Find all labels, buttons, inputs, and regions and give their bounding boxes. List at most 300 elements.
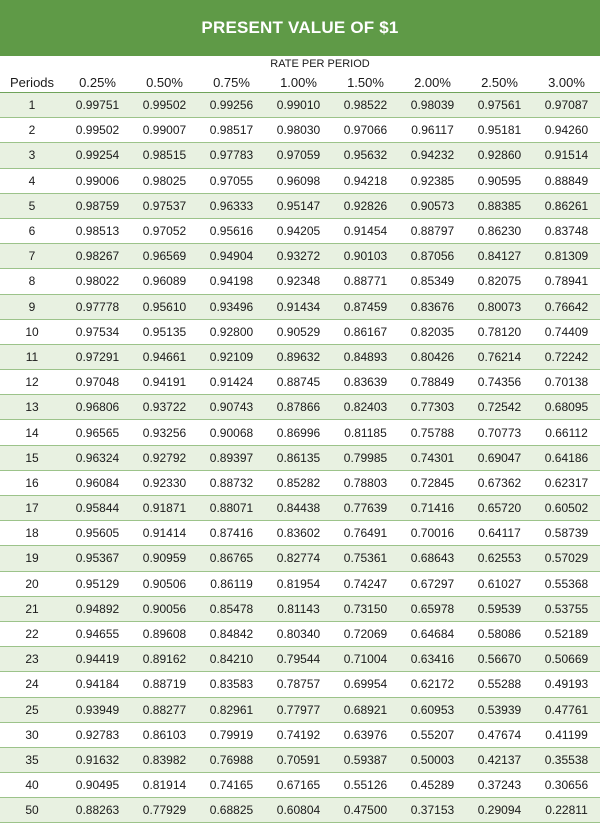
value-cell: 0.60804	[265, 798, 332, 823]
value-cell: 0.47500	[332, 798, 399, 823]
value-cell: 0.95129	[64, 571, 131, 596]
value-cell: 0.74301	[399, 445, 466, 470]
value-cell: 0.61027	[466, 571, 533, 596]
value-cell: 0.91414	[131, 521, 198, 546]
value-cell: 0.96324	[64, 445, 131, 470]
value-cell: 0.92826	[332, 193, 399, 218]
value-cell: 0.78120	[466, 319, 533, 344]
value-cell: 0.68643	[399, 546, 466, 571]
table-row	[0, 747, 600, 772]
value-cell: 0.88745	[265, 370, 332, 395]
value-cell: 0.69954	[332, 672, 399, 697]
value-cell: 0.87056	[399, 244, 466, 269]
value-cell: 0.55288	[466, 672, 533, 697]
value-cell: 0.92792	[131, 445, 198, 470]
value-cell: 0.98517	[198, 118, 265, 143]
value-cell: 0.95632	[332, 143, 399, 168]
value-cell: 0.64684	[399, 621, 466, 646]
period-cell: 1	[0, 93, 64, 118]
value-cell: 0.98522	[332, 93, 399, 118]
value-cell: 0.95605	[64, 521, 131, 546]
value-cell: 0.86261	[533, 193, 600, 218]
value-cell: 0.98022	[64, 269, 131, 294]
value-cell: 0.93949	[64, 697, 131, 722]
value-cell: 0.76988	[198, 747, 265, 772]
value-cell: 0.58739	[533, 521, 600, 546]
value-cell: 0.96569	[131, 244, 198, 269]
value-cell: 0.84210	[198, 647, 265, 672]
value-cell: 0.58086	[466, 621, 533, 646]
value-cell: 0.82403	[332, 395, 399, 420]
value-cell: 0.83602	[265, 521, 332, 546]
value-cell: 0.29094	[466, 798, 533, 823]
value-cell: 0.30656	[533, 773, 600, 798]
table-row	[0, 445, 600, 470]
value-cell: 0.42137	[466, 747, 533, 772]
value-cell: 0.64117	[466, 521, 533, 546]
period-cell: 9	[0, 294, 64, 319]
table-row	[0, 546, 600, 571]
value-cell: 0.76642	[533, 294, 600, 319]
value-cell: 0.81185	[332, 420, 399, 445]
period-cell: 5	[0, 193, 64, 218]
value-cell: 0.97052	[131, 218, 198, 243]
value-cell: 0.77303	[399, 395, 466, 420]
table-row	[0, 621, 600, 646]
value-cell: 0.91514	[533, 143, 600, 168]
value-cell: 0.84438	[265, 496, 332, 521]
present-value-table	[0, 72, 600, 823]
value-cell: 0.94191	[131, 370, 198, 395]
period-cell: 3	[0, 143, 64, 168]
value-cell: 0.98759	[64, 193, 131, 218]
value-cell: 0.88277	[131, 697, 198, 722]
value-cell: 0.90056	[131, 596, 198, 621]
value-cell: 0.97534	[64, 319, 131, 344]
value-cell: 0.81309	[533, 244, 600, 269]
column-header-rate: 0.25%	[64, 72, 131, 93]
column-header-rate: 1.50%	[332, 72, 399, 93]
table-row	[0, 244, 600, 269]
value-cell: 0.79919	[198, 722, 265, 747]
header-row	[0, 72, 600, 93]
table-row	[0, 798, 600, 823]
value-cell: 0.83748	[533, 218, 600, 243]
value-cell: 0.86765	[198, 546, 265, 571]
value-cell: 0.92348	[265, 269, 332, 294]
value-cell: 0.73150	[332, 596, 399, 621]
value-cell: 0.90595	[466, 168, 533, 193]
value-cell: 0.97087	[533, 93, 600, 118]
value-cell: 0.92109	[198, 344, 265, 369]
value-cell: 0.35538	[533, 747, 600, 772]
value-cell: 0.88797	[399, 218, 466, 243]
value-cell: 0.74247	[332, 571, 399, 596]
value-cell: 0.70016	[399, 521, 466, 546]
value-cell: 0.93496	[198, 294, 265, 319]
value-cell: 0.66112	[533, 420, 600, 445]
value-cell: 0.22811	[533, 798, 600, 823]
value-cell: 0.85282	[265, 470, 332, 495]
table-body	[0, 93, 600, 823]
period-cell: 19	[0, 546, 64, 571]
value-cell: 0.77639	[332, 496, 399, 521]
value-cell: 0.76214	[466, 344, 533, 369]
value-cell: 0.92860	[466, 143, 533, 168]
table-row	[0, 773, 600, 798]
value-cell: 0.96089	[131, 269, 198, 294]
value-cell: 0.97055	[198, 168, 265, 193]
value-cell: 0.50669	[533, 647, 600, 672]
value-cell: 0.86135	[265, 445, 332, 470]
value-cell: 0.72542	[466, 395, 533, 420]
value-cell: 0.97291	[64, 344, 131, 369]
value-cell: 0.88719	[131, 672, 198, 697]
value-cell: 0.81143	[265, 596, 332, 621]
value-cell: 0.95181	[466, 118, 533, 143]
value-cell: 0.80340	[265, 621, 332, 646]
value-cell: 0.63416	[399, 647, 466, 672]
period-cell: 35	[0, 747, 64, 772]
value-cell: 0.86230	[466, 218, 533, 243]
value-cell: 0.56670	[466, 647, 533, 672]
value-cell: 0.83639	[332, 370, 399, 395]
value-cell: 0.78849	[399, 370, 466, 395]
value-cell: 0.60953	[399, 697, 466, 722]
value-cell: 0.75361	[332, 546, 399, 571]
table-row	[0, 143, 600, 168]
value-cell: 0.98267	[64, 244, 131, 269]
value-cell: 0.85478	[198, 596, 265, 621]
value-cell: 0.82961	[198, 697, 265, 722]
rate-caption: RATE PER PERIOD	[270, 58, 370, 70]
value-cell: 0.88732	[198, 470, 265, 495]
period-cell: 30	[0, 722, 64, 747]
period-cell: 17	[0, 496, 64, 521]
value-cell: 0.83676	[399, 294, 466, 319]
value-cell: 0.37153	[399, 798, 466, 823]
value-cell: 0.88849	[533, 168, 600, 193]
value-cell: 0.93256	[131, 420, 198, 445]
column-header-rate: 0.50%	[131, 72, 198, 93]
table-row	[0, 218, 600, 243]
value-cell: 0.94904	[198, 244, 265, 269]
value-cell: 0.91434	[265, 294, 332, 319]
value-cell: 0.55368	[533, 571, 600, 596]
value-cell: 0.77929	[131, 798, 198, 823]
table-title: PRESENT VALUE OF $1	[201, 18, 399, 37]
table-row	[0, 294, 600, 319]
value-cell: 0.96098	[265, 168, 332, 193]
value-cell: 0.97561	[466, 93, 533, 118]
value-cell: 0.84893	[332, 344, 399, 369]
value-cell: 0.95610	[131, 294, 198, 319]
value-cell: 0.94419	[64, 647, 131, 672]
value-cell: 0.49193	[533, 672, 600, 697]
table-title-banner	[0, 0, 600, 56]
value-cell: 0.94892	[64, 596, 131, 621]
value-cell: 0.97783	[198, 143, 265, 168]
value-cell: 0.99751	[64, 93, 131, 118]
value-cell: 0.89608	[131, 621, 198, 646]
value-cell: 0.89632	[265, 344, 332, 369]
value-cell: 0.98039	[399, 93, 466, 118]
value-cell: 0.88071	[198, 496, 265, 521]
value-cell: 0.90959	[131, 546, 198, 571]
value-cell: 0.83982	[131, 747, 198, 772]
value-cell: 0.37243	[466, 773, 533, 798]
value-cell: 0.95147	[265, 193, 332, 218]
value-cell: 0.82774	[265, 546, 332, 571]
value-cell: 0.59387	[332, 747, 399, 772]
value-cell: 0.47674	[466, 722, 533, 747]
value-cell: 0.62317	[533, 470, 600, 495]
value-cell: 0.53939	[466, 697, 533, 722]
value-cell: 0.94205	[265, 218, 332, 243]
column-header-rate: 2.50%	[466, 72, 533, 93]
period-cell: 25	[0, 697, 64, 722]
value-cell: 0.74192	[265, 722, 332, 747]
value-cell: 0.96806	[64, 395, 131, 420]
value-cell: 0.75788	[399, 420, 466, 445]
value-cell: 0.89162	[131, 647, 198, 672]
value-cell: 0.71004	[332, 647, 399, 672]
value-cell: 0.96333	[198, 193, 265, 218]
value-cell: 0.90103	[332, 244, 399, 269]
table-row	[0, 344, 600, 369]
value-cell: 0.90529	[265, 319, 332, 344]
value-cell: 0.84842	[198, 621, 265, 646]
period-cell: 15	[0, 445, 64, 470]
value-cell: 0.97066	[332, 118, 399, 143]
value-cell: 0.74356	[466, 370, 533, 395]
value-cell: 0.94198	[198, 269, 265, 294]
value-cell: 0.74409	[533, 319, 600, 344]
value-cell: 0.86119	[198, 571, 265, 596]
value-cell: 0.60502	[533, 496, 600, 521]
value-cell: 0.45289	[399, 773, 466, 798]
period-cell: 24	[0, 672, 64, 697]
value-cell: 0.95844	[64, 496, 131, 521]
value-cell: 0.67297	[399, 571, 466, 596]
value-cell: 0.87416	[198, 521, 265, 546]
value-cell: 0.96117	[399, 118, 466, 143]
value-cell: 0.98025	[131, 168, 198, 193]
period-cell: 21	[0, 596, 64, 621]
value-cell: 0.65978	[399, 596, 466, 621]
value-cell: 0.94184	[64, 672, 131, 697]
value-cell: 0.55126	[332, 773, 399, 798]
table-row	[0, 118, 600, 143]
value-cell: 0.94218	[332, 168, 399, 193]
value-cell: 0.59539	[466, 596, 533, 621]
value-cell: 0.88385	[466, 193, 533, 218]
value-cell: 0.92385	[399, 168, 466, 193]
value-cell: 0.94655	[64, 621, 131, 646]
table-row	[0, 420, 600, 445]
table-row	[0, 697, 600, 722]
value-cell: 0.70591	[265, 747, 332, 772]
table-row	[0, 521, 600, 546]
value-cell: 0.47761	[533, 697, 600, 722]
table-row	[0, 193, 600, 218]
value-cell: 0.71416	[399, 496, 466, 521]
value-cell: 0.55207	[399, 722, 466, 747]
period-cell: 40	[0, 773, 64, 798]
table-row	[0, 496, 600, 521]
value-cell: 0.76491	[332, 521, 399, 546]
value-cell: 0.96084	[64, 470, 131, 495]
value-cell: 0.87866	[265, 395, 332, 420]
table-row	[0, 269, 600, 294]
table-row	[0, 168, 600, 193]
value-cell: 0.95367	[64, 546, 131, 571]
value-cell: 0.65720	[466, 496, 533, 521]
period-cell: 14	[0, 420, 64, 445]
value-cell: 0.72845	[399, 470, 466, 495]
value-cell: 0.68921	[332, 697, 399, 722]
value-cell: 0.87459	[332, 294, 399, 319]
value-cell: 0.52189	[533, 621, 600, 646]
value-cell: 0.99502	[131, 93, 198, 118]
value-cell: 0.92800	[198, 319, 265, 344]
value-cell: 0.85349	[399, 269, 466, 294]
value-cell: 0.97059	[265, 143, 332, 168]
value-cell: 0.97778	[64, 294, 131, 319]
value-cell: 0.78757	[265, 672, 332, 697]
value-cell: 0.88263	[64, 798, 131, 823]
value-cell: 0.90495	[64, 773, 131, 798]
value-cell: 0.78941	[533, 269, 600, 294]
value-cell: 0.90743	[198, 395, 265, 420]
period-cell: 2	[0, 118, 64, 143]
value-cell: 0.90068	[198, 420, 265, 445]
value-cell: 0.99010	[265, 93, 332, 118]
value-cell: 0.79544	[265, 647, 332, 672]
value-cell: 0.82035	[399, 319, 466, 344]
value-cell: 0.89397	[198, 445, 265, 470]
period-cell: 4	[0, 168, 64, 193]
value-cell: 0.98030	[265, 118, 332, 143]
value-cell: 0.94661	[131, 344, 198, 369]
period-cell: 12	[0, 370, 64, 395]
value-cell: 0.70138	[533, 370, 600, 395]
value-cell: 0.96565	[64, 420, 131, 445]
period-cell: 7	[0, 244, 64, 269]
value-cell: 0.53755	[533, 596, 600, 621]
table-row	[0, 93, 600, 118]
value-cell: 0.70773	[466, 420, 533, 445]
table-row	[0, 319, 600, 344]
value-cell: 0.79985	[332, 445, 399, 470]
value-cell: 0.99502	[64, 118, 131, 143]
value-cell: 0.99006	[64, 168, 131, 193]
value-cell: 0.68095	[533, 395, 600, 420]
table-row	[0, 395, 600, 420]
column-header-rate: 0.75%	[198, 72, 265, 93]
period-cell: 10	[0, 319, 64, 344]
value-cell: 0.62553	[466, 546, 533, 571]
value-cell: 0.68825	[198, 798, 265, 823]
value-cell: 0.94232	[399, 143, 466, 168]
value-cell: 0.95135	[131, 319, 198, 344]
value-cell: 0.93722	[131, 395, 198, 420]
value-cell: 0.74165	[198, 773, 265, 798]
period-cell: 18	[0, 521, 64, 546]
value-cell: 0.90506	[131, 571, 198, 596]
value-cell: 0.86996	[265, 420, 332, 445]
table-row	[0, 370, 600, 395]
column-header-rate: 1.00%	[265, 72, 332, 93]
value-cell: 0.99254	[64, 143, 131, 168]
value-cell: 0.41199	[533, 722, 600, 747]
table-row	[0, 596, 600, 621]
value-cell: 0.86103	[131, 722, 198, 747]
value-cell: 0.99007	[131, 118, 198, 143]
value-cell: 0.83583	[198, 672, 265, 697]
value-cell: 0.97537	[131, 193, 198, 218]
value-cell: 0.91632	[64, 747, 131, 772]
value-cell: 0.98515	[131, 143, 198, 168]
value-cell: 0.80073	[466, 294, 533, 319]
value-cell: 0.67362	[466, 470, 533, 495]
period-cell: 16	[0, 470, 64, 495]
value-cell: 0.86167	[332, 319, 399, 344]
value-cell: 0.80426	[399, 344, 466, 369]
value-cell: 0.81954	[265, 571, 332, 596]
value-cell: 0.67165	[265, 773, 332, 798]
table-row	[0, 722, 600, 747]
value-cell: 0.63976	[332, 722, 399, 747]
column-header-rate: 2.00%	[399, 72, 466, 93]
value-cell: 0.81914	[131, 773, 198, 798]
period-cell: 6	[0, 218, 64, 243]
table-row	[0, 571, 600, 596]
period-cell: 50	[0, 798, 64, 823]
period-cell: 22	[0, 621, 64, 646]
value-cell: 0.98513	[64, 218, 131, 243]
value-cell: 0.93272	[265, 244, 332, 269]
value-cell: 0.91871	[131, 496, 198, 521]
period-cell: 8	[0, 269, 64, 294]
table-row	[0, 672, 600, 697]
column-header-periods: Periods	[0, 72, 64, 93]
value-cell: 0.72242	[533, 344, 600, 369]
table-row	[0, 470, 600, 495]
value-cell: 0.72069	[332, 621, 399, 646]
value-cell: 0.99256	[198, 93, 265, 118]
column-header-rate: 3.00%	[533, 72, 600, 93]
value-cell: 0.94260	[533, 118, 600, 143]
table-row	[0, 647, 600, 672]
value-cell: 0.92330	[131, 470, 198, 495]
value-cell: 0.50003	[399, 747, 466, 772]
value-cell: 0.78803	[332, 470, 399, 495]
value-cell: 0.92783	[64, 722, 131, 747]
value-cell: 0.95616	[198, 218, 265, 243]
value-cell: 0.97048	[64, 370, 131, 395]
value-cell: 0.91424	[198, 370, 265, 395]
value-cell: 0.84127	[466, 244, 533, 269]
period-cell: 13	[0, 395, 64, 420]
value-cell: 0.69047	[466, 445, 533, 470]
period-cell: 23	[0, 647, 64, 672]
value-cell: 0.88771	[332, 269, 399, 294]
value-cell: 0.82075	[466, 269, 533, 294]
value-cell: 0.62172	[399, 672, 466, 697]
value-cell: 0.64186	[533, 445, 600, 470]
value-cell: 0.57029	[533, 546, 600, 571]
